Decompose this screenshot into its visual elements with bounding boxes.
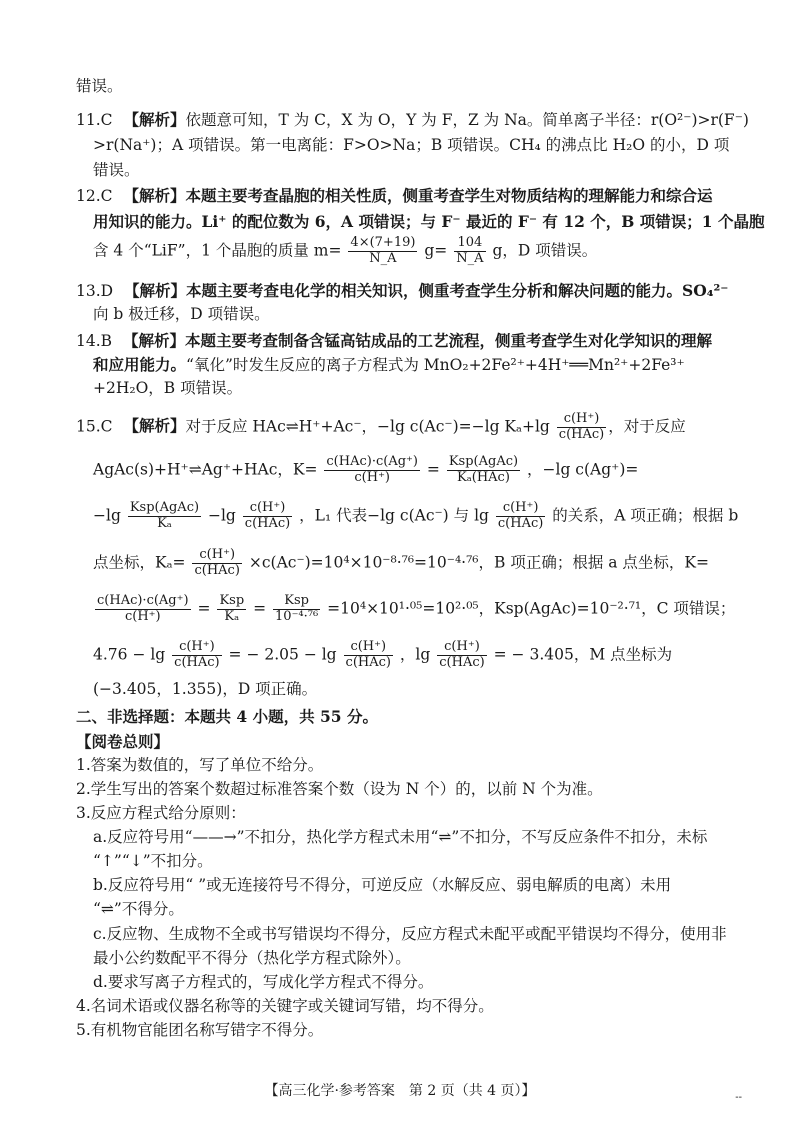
text-segment: −lg: [207, 506, 236, 525]
text-line: 用知识的能力。Li⁺ 的配位数为 6，A 项错误；与 F⁻ 最近的 F⁻ 有 12 个，B 项错误；1 个晶胞: [93, 212, 765, 231]
text-segment: ×c(Ac⁻)=10⁴×10⁻⁸·⁷⁶=10⁻⁴·⁷⁶，B 项正确；根据 a 点坐标，K=: [248, 553, 710, 572]
denominator: Kₐ(HAc): [457, 469, 510, 485]
fraction: [243, 501, 292, 532]
rule-item: 5.有机物官能团名称写错字不得分。: [76, 1021, 324, 1039]
formula-line: [93, 594, 735, 625]
rule-subitem: 最小公约数配平不得分（热化学方程式除外）。: [93, 949, 411, 967]
numerator: c(H⁺): [172, 640, 221, 656]
numerator: 104: [454, 236, 485, 252]
numerator: c(H⁺): [344, 640, 393, 656]
analysis-tag: 【解析】: [122, 331, 185, 350]
text-line: +2H₂O，B 项错误。: [93, 379, 243, 397]
text-line: >r(Na⁺)；A 项错误。第一电离能：F>O>Na；B 项错误。CH₄ 的沸点比 H₂O 的小，D 项: [93, 136, 730, 154]
numerator: c(H⁺): [437, 640, 486, 656]
rule-subitem: d.要求写离子方程式的，写成化学方程式不得分。: [93, 973, 434, 991]
corner-mark: --: [735, 1092, 742, 1103]
fraction: [192, 548, 241, 579]
text-segment: 点坐标，Kₐ=: [93, 553, 186, 572]
rule-subitem: c.反应物、生成物不全或书写错误均不得分，反应方程式未配平或配平错误均不得分，使用非: [93, 925, 727, 943]
text-segment: ，−lg c(Ag⁺)=: [527, 460, 639, 479]
denominator: 10⁻⁴·⁷⁶: [275, 608, 319, 624]
text-segment: =: [197, 599, 211, 618]
text-line: [93, 357, 685, 374]
fraction: [217, 594, 246, 625]
analysis-tag: 【解析】: [124, 281, 187, 300]
text-line: 本题主要考查制备含锰高钴成品的工艺流程，侧重考查学生对化学知识的理解: [185, 331, 713, 350]
question-number: 11.C: [76, 111, 113, 129]
text-segment: g，D 项错误。: [492, 241, 598, 260]
fraction: [348, 236, 417, 267]
denominator: c(HAc): [497, 515, 544, 531]
text-line: 向 b 极迁移，D 项错误。: [93, 305, 270, 323]
answer-12: [76, 188, 712, 205]
denominator: c(HAc): [174, 654, 220, 670]
question-number: 15.C: [76, 417, 113, 436]
text-segment: = − 2.05 − lg: [228, 645, 337, 664]
text-segment: =: [426, 460, 440, 479]
rule-item: 4.名词术语或仪器名称等的关键字或关键词写错，均不得分。: [76, 997, 494, 1015]
fraction: [344, 640, 393, 671]
rules-title: 【阅卷总则】: [76, 732, 170, 751]
numerator: Ksp: [273, 594, 320, 610]
text-segment: =10⁴×10¹·⁰⁵=10²·⁰⁵，Ksp(AgAc)=10⁻²·⁷¹，C 项错误；: [327, 599, 736, 618]
denominator: Kₐ: [224, 608, 240, 624]
rule-item: 1.答案为数值的，写了单位不给分。: [76, 756, 324, 774]
denominator: N_A: [456, 250, 484, 266]
rule-item: 3.反应方程式给分原则：: [76, 804, 246, 822]
formula-line: [93, 548, 709, 579]
text-segment: “氧化”时发生反应的离子方程式为 MnO₂+2Fe²⁺+4H⁺══Mn²⁺+2Fe³⁺: [186, 356, 685, 374]
denominator: c(H⁺): [124, 608, 161, 624]
analysis-tag: 【解析】: [123, 186, 186, 205]
analysis-tag: 【解析】: [123, 110, 186, 129]
text-segment: 的关系，A 项正确；根据 b: [552, 506, 739, 525]
numerator: c(H⁺): [192, 548, 241, 564]
rule-subitem: “⇌”不得分。: [93, 900, 184, 918]
fraction: [496, 501, 545, 532]
denominator: c(HAc): [194, 562, 240, 578]
denominator: N_A: [369, 250, 397, 266]
numerator: c(HAc)·c(Ag⁺): [97, 593, 189, 608]
text-segment: 和应用能力。: [93, 355, 187, 374]
text-line: 本题主要考查电化学的相关知识，侧重考查学生分析和解决问题的能力。SO₄²⁻: [186, 281, 729, 300]
answer-14: [76, 333, 712, 350]
fraction: [557, 412, 606, 443]
denominator: c(HAc): [558, 426, 605, 442]
answer-13: [76, 283, 729, 300]
numerator: Ksp: [219, 593, 245, 608]
rule-item: 2.学生写出的答案个数超过标准答案个数（设为 N 个）的，以前 N 个为准。: [76, 780, 603, 798]
page-footer: 【高三化学·参考答案 第 2 页（共 4 页）】: [264, 1083, 536, 1099]
text-segment: AgAc(s)+H⁺⇌Ag⁺+HAc，K=: [93, 460, 318, 479]
question-number: 12.C: [76, 187, 113, 205]
fraction: [273, 594, 320, 625]
text-segment: −lg: [93, 506, 121, 525]
text-line: 错误。: [76, 77, 123, 95]
formula-line: [93, 455, 638, 486]
rule-subitem: “↑”“↓”不扣分。: [93, 852, 213, 870]
text-segment: ，对于反应: [608, 417, 686, 436]
text-segment: g=: [424, 241, 448, 260]
denominator: Kₐ: [157, 515, 172, 531]
denominator: c(H⁺): [354, 469, 390, 485]
text-segment: 对于反应 HAc⇌H⁺+Ac⁻，−lg c(Ac⁻)=−lg Kₐ+lg: [185, 417, 550, 436]
numerator: Ksp(AgAc): [129, 500, 200, 515]
numerator: 4×(7+19): [350, 235, 416, 250]
formula-line: [93, 640, 672, 671]
fraction: [454, 236, 485, 267]
fraction: [447, 455, 520, 486]
answer-15: [76, 412, 686, 443]
numerator: c(H⁺): [496, 501, 545, 517]
text-line: (−3.405，1.355)，D 项正确。: [93, 680, 318, 698]
section-heading: 二、非选择题：本题共 4 小题，共 55 分。: [76, 707, 378, 726]
text-line: 依题意可知，T 为 C，X 为 O，Y 为 F，Z 为 Na。简单离子半径：r(O²⁻)>r(F⁻): [185, 111, 749, 129]
analysis-tag: 【解析】: [123, 416, 186, 436]
question-number: 14.B: [76, 332, 113, 350]
fraction: [95, 594, 191, 625]
rule-subitem: b.反应符号用“ ”或无连接符号不得分，可逆反应（水解反应、弱电解质的电离）未用: [93, 876, 672, 894]
denominator: c(HAc): [345, 654, 391, 670]
fraction: [324, 455, 420, 486]
numerator: Ksp(AgAc): [448, 454, 519, 469]
text-segment: =: [253, 599, 267, 618]
numerator: c(H⁺): [243, 501, 292, 517]
fraction: [437, 640, 486, 671]
rule-subitem: a.反应符号用“——→”不扣分，热化学方程式未用“⇌”不扣分，不写反应条件不扣分，未标: [93, 828, 708, 846]
text-segment: 含 4 个“LiF”，1 个晶胞的质量 m=: [93, 241, 342, 260]
text-segment: 4.76 − lg: [93, 645, 166, 664]
numerator: c(HAc)·c(Ag⁺): [326, 454, 418, 469]
formula-line: [93, 501, 738, 532]
fraction: [128, 501, 201, 532]
fraction: [172, 640, 221, 671]
text-segment: ，lg: [399, 645, 431, 664]
question-number: 13.D: [76, 282, 114, 300]
numerator: c(H⁺): [557, 412, 606, 428]
text-segment: = − 3.405，M 点坐标为: [493, 645, 673, 664]
text-line: 错误。: [93, 161, 140, 179]
denominator: c(HAc): [439, 654, 485, 670]
text-segment: ，L₁ 代表−lg c(Ac⁻) 与 lg: [299, 506, 489, 525]
text-line: 本题主要考查晶胞的相关性质，侧重考查学生对物质结构的理解能力和综合运: [185, 186, 713, 205]
denominator: c(HAc): [244, 515, 291, 531]
formula-line: [93, 236, 597, 267]
answer-11: [76, 112, 749, 129]
